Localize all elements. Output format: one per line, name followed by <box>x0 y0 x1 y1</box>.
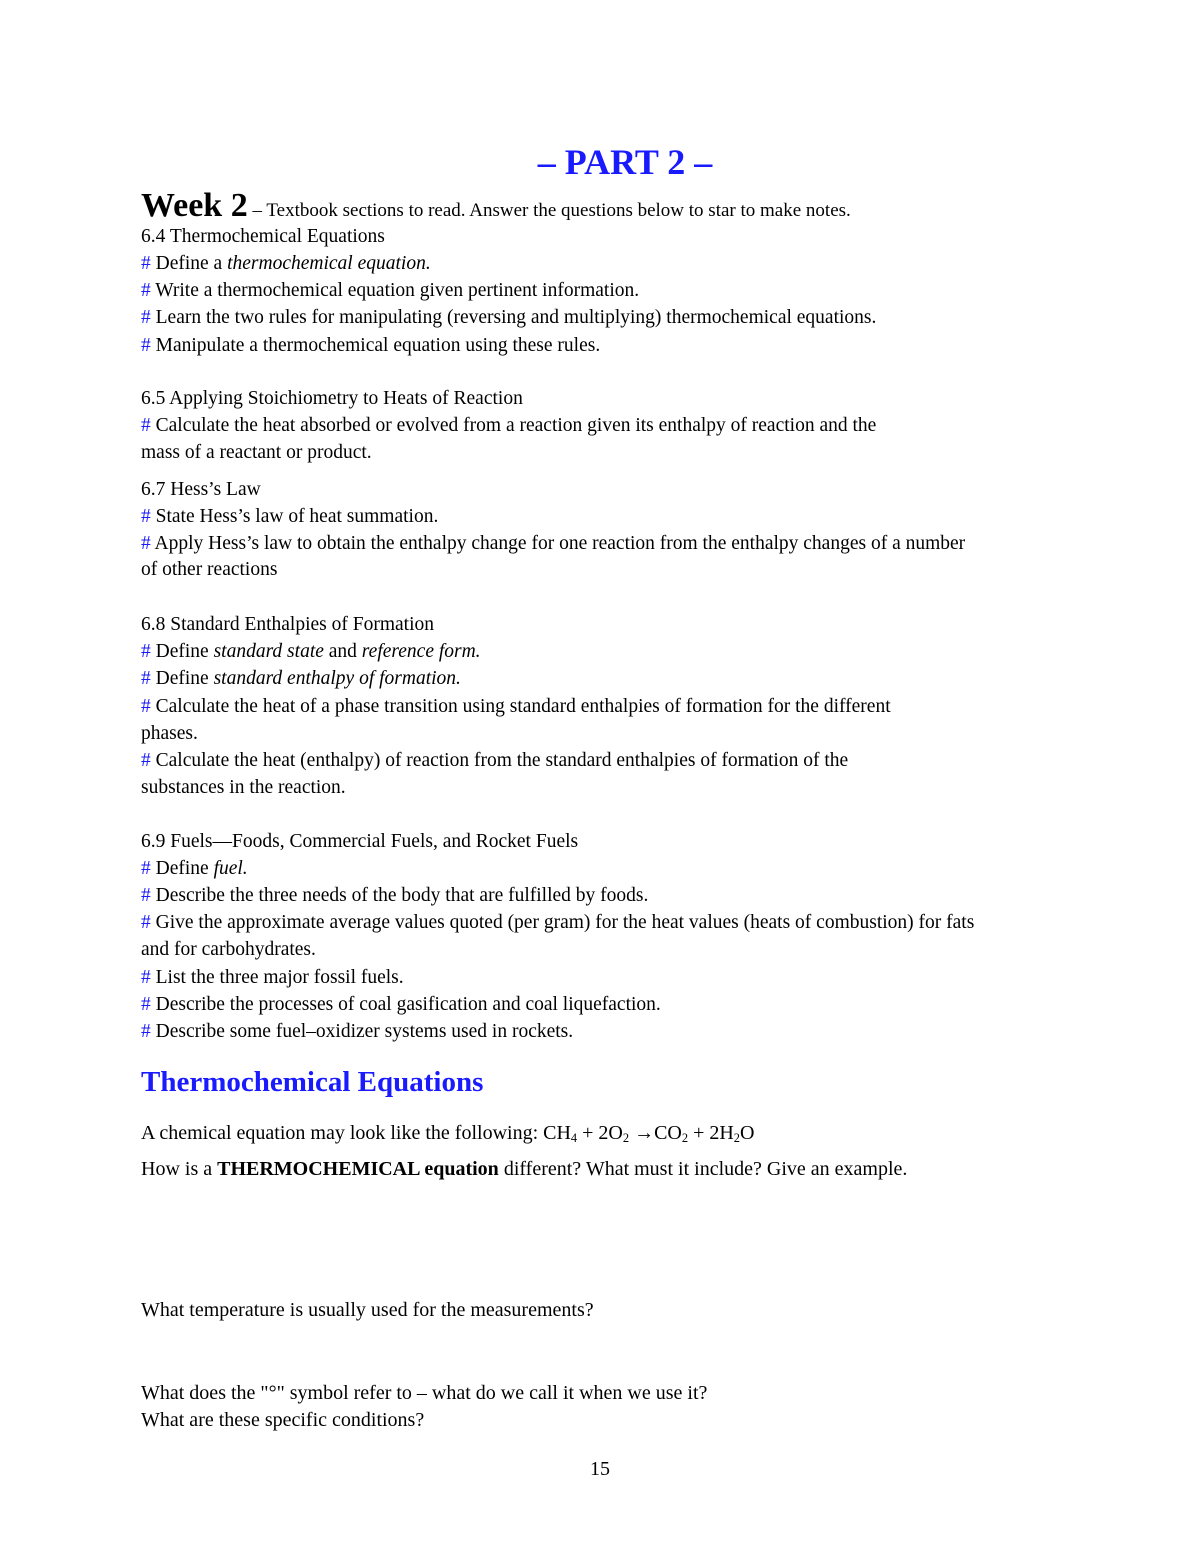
equation-text: + 2O <box>577 1122 623 1144</box>
question-bold-term: THERMOCHEMICAL equation <box>217 1158 499 1180</box>
section-6-9-item-2 <box>141 883 648 909</box>
item-text: Describe some fuel–oxidizer systems used in rockets. <box>150 1021 574 1042</box>
item-term: standard state <box>213 641 324 662</box>
section-6-8-item-2 <box>141 666 461 692</box>
question-text: different? What must it include? Give an example. <box>498 1158 908 1180</box>
section-6-9-item-5 <box>141 992 661 1018</box>
equation-text: + 2H <box>688 1122 734 1144</box>
section-6-9-item-3 <box>141 910 974 936</box>
item-text: Describe the three needs of the body that are fulfilled by foods. <box>150 885 649 906</box>
item-text: Define <box>150 858 214 879</box>
question-text: How is a <box>141 1158 218 1180</box>
section-6-4-item-3 <box>141 305 876 331</box>
hash-bullet: # <box>141 912 151 933</box>
chemical-equation-line <box>141 1120 754 1146</box>
equation-text: A chemical equation may look like the following: CH <box>141 1122 571 1144</box>
item-text: State Hess’s law of heat summation. <box>150 506 439 527</box>
section-6-8-title: 6.8 Standard Enthalpies of Formation <box>141 614 434 635</box>
section-6-7-item-2-cont: of other reactions <box>141 559 278 580</box>
hash-bullet: # <box>141 533 151 554</box>
page-number: 15 <box>590 1458 610 1480</box>
hash-bullet: # <box>141 994 151 1015</box>
subscript: 2 <box>681 1131 689 1146</box>
section-6-9-item-6 <box>141 1019 573 1045</box>
hash-bullet: # <box>141 668 151 689</box>
question-temperature: What temperature is usually used for the measurements? <box>141 1299 594 1321</box>
subscript: 2 <box>733 1131 740 1146</box>
subscript: 2 <box>622 1131 630 1146</box>
week-line <box>141 188 851 229</box>
section-6-4-item-1 <box>141 251 431 277</box>
item-text: and <box>323 641 362 662</box>
item-text: Manipulate a thermochemical equation using these rules. <box>150 335 601 356</box>
item-text: Write a thermochemical equation given pertinent information. <box>150 280 640 301</box>
hash-bullet: # <box>141 253 151 274</box>
hash-bullet: # <box>141 641 151 662</box>
item-term: fuel. <box>213 858 248 879</box>
hash-bullet: # <box>141 967 151 988</box>
item-term: thermochemical equation. <box>227 253 431 274</box>
hash-bullet: # <box>141 858 151 879</box>
item-text: Define a <box>150 253 228 274</box>
item-text: Describe the processes of coal gasification and coal liquefaction. <box>150 994 661 1015</box>
section-6-9-item-3-cont: and for carbohydrates. <box>141 939 316 960</box>
question-degree-symbol: What does the "°" symbol refer to – what do we call it when we use it? <box>141 1382 708 1404</box>
hash-bullet: # <box>141 885 151 906</box>
section-6-8-item-1 <box>141 639 481 665</box>
item-text: Learn the two rules for manipulating (reversing and multiplying) thermochemical equations. <box>150 307 877 328</box>
section-6-4-item-2 <box>141 278 639 304</box>
hash-bullet: # <box>141 696 151 717</box>
section-6-5-title: 6.5 Applying Stoichiometry to Heats of Reaction <box>141 388 523 409</box>
item-text: Apply Hess’s law to obtain the enthalpy change for one reaction from the enthalpy changes of a number <box>150 533 966 554</box>
section-6-7-title: 6.7 Hess’s Law <box>141 479 261 500</box>
subscript: 4 <box>570 1131 578 1146</box>
section-6-8-item-4-cont: substances in the reaction. <box>141 777 346 798</box>
question-thermochemical-difference <box>141 1156 907 1182</box>
section-6-8-item-3-cont: phases. <box>141 723 198 744</box>
section-6-7-item-2 <box>141 531 965 557</box>
question-specific-conditions: What are these specific conditions? <box>141 1409 425 1431</box>
section-6-4-item-4 <box>141 333 600 359</box>
section-6-9-item-4 <box>141 965 404 991</box>
week-label: Week 2 <box>141 187 248 224</box>
section-6-4-title: 6.4 Thermochemical Equations <box>141 226 385 247</box>
item-term: standard enthalpy of formation. <box>213 668 461 689</box>
item-text: Calculate the heat (enthalpy) of reaction from the standard enthalpies of formation of the <box>150 750 849 771</box>
item-term: reference form. <box>361 641 481 662</box>
section-6-7-item-1 <box>141 504 438 530</box>
hash-bullet: # <box>141 1021 151 1042</box>
hash-bullet: # <box>141 280 151 301</box>
section-6-8-item-3 <box>141 694 891 720</box>
section-6-5-item-1-cont: mass of a reactant or product. <box>141 442 372 463</box>
item-text: List the three major fossil fuels. <box>150 967 404 988</box>
hash-bullet: # <box>141 307 151 328</box>
item-text: Give the approximate average values quoted (per gram) for the heat values (heats of combustion) for fats <box>150 912 975 933</box>
section-6-9-item-1 <box>141 856 248 882</box>
part-title: – PART 2 – <box>537 142 713 182</box>
equation-text: O <box>740 1122 755 1144</box>
item-text: Define <box>150 641 214 662</box>
equation-text: →CO <box>629 1122 682 1144</box>
section-6-5-item-1 <box>141 413 876 439</box>
hash-bullet: # <box>141 335 151 356</box>
item-text: Calculate the heat of a phase transition using standard enthalpies of formation for the different <box>150 696 891 717</box>
week-instructions: – Textbook sections to read. Answer the questions below to star to make notes. <box>247 200 851 221</box>
item-text: Calculate the heat absorbed or evolved from a reaction given its enthalpy of reaction and the <box>150 415 877 436</box>
thermochemical-equations-heading: Thermochemical Equations <box>141 1066 484 1098</box>
hash-bullet: # <box>141 506 151 527</box>
section-6-8-item-4 <box>141 748 848 774</box>
section-6-9-title: 6.9 Fuels—Foods, Commercial Fuels, and Rocket Fuels <box>141 831 579 852</box>
hash-bullet: # <box>141 415 151 436</box>
hash-bullet: # <box>141 750 151 771</box>
item-text: Define <box>150 668 214 689</box>
